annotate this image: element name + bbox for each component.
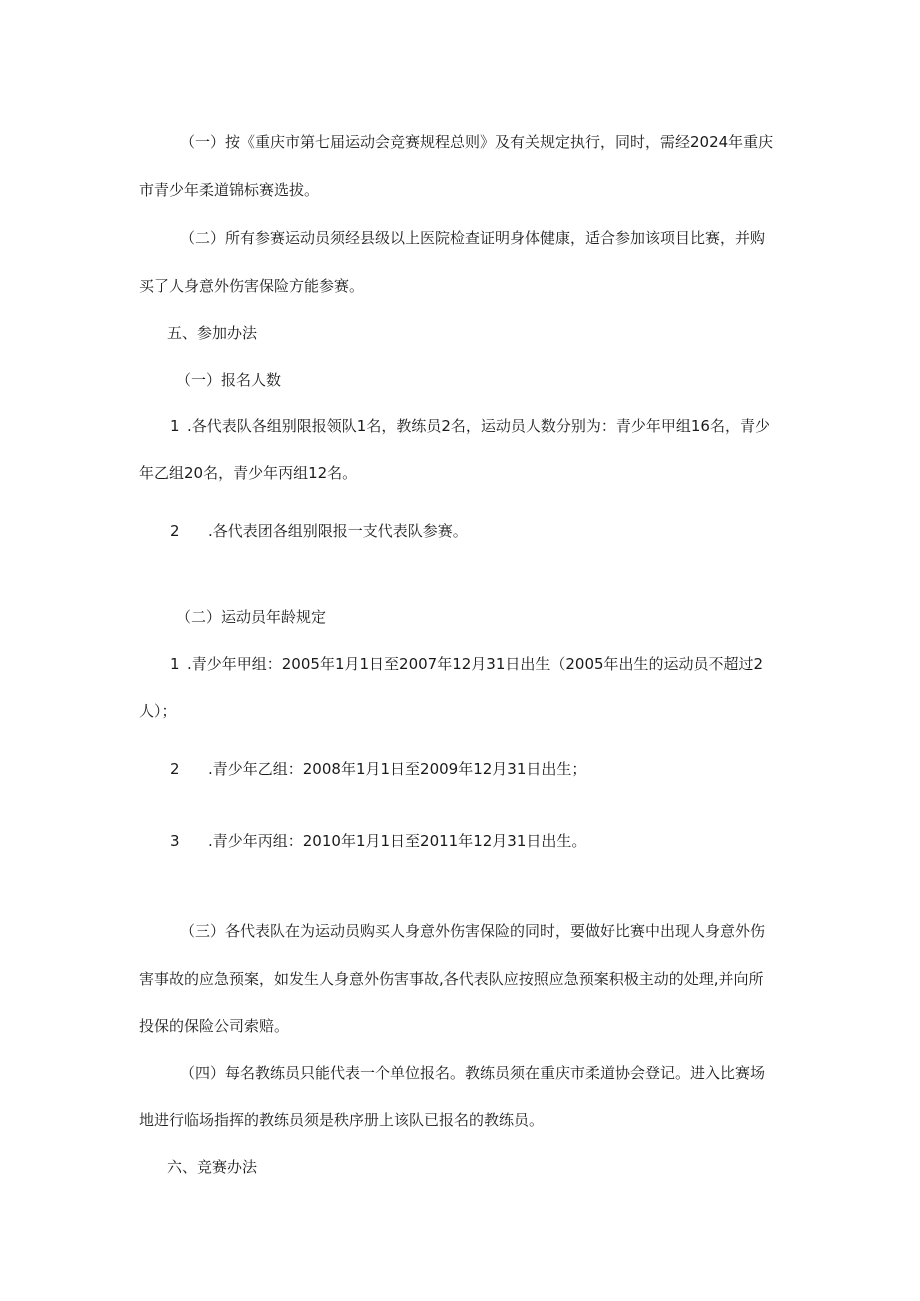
item-1-2-text: .各代表团各组别限报一支代表队参赛。 [208, 522, 468, 540]
para-4-line-2: 地进行临场指挥的教练员须是秩序册上该队已报名的教练员。 [139, 1111, 545, 1129]
item-1-1-line-2: 年乙组20名，青少年丙组12名。 [139, 464, 358, 482]
para-1-line-2: 市青少年柔道锦标赛选拔。 [139, 181, 320, 199]
section-5-heading: 五、参加办法 [167, 324, 258, 342]
item-2-2-number: 2 [170, 760, 180, 778]
item-2-3-text: .青少年丙组：2010年1月1日至2011年12月31日出生。 [208, 832, 587, 850]
section-6-heading: 六、竞赛办法 [167, 1158, 258, 1176]
para-3-line-1: （三）各代表队在为运动员购买人身意外伤害保险的同时，要做好比赛中出现人身意外伤 [180, 922, 766, 940]
item-2-1-line-2: 人）； [139, 702, 177, 720]
item-1-2-number: 2 [170, 522, 180, 540]
para-4-line-1: （四）每名教练员只能代表一个单位报名。教练员须在重庆市柔道协会登记。进入比赛场 [180, 1064, 766, 1082]
item-1-1-line-1: .各代表队各组别限报领队1名，教练员2名，运动员人数分别为：青少年甲组16名，青少 [187, 417, 770, 435]
para-3-line-2: 害事故的应急预案，如发生人身意外伤害事故,各代表队应按照应急预案积极主动的处理,并向所 [139, 970, 764, 988]
subsection-1-heading: （一）报名人数 [176, 371, 282, 389]
subsection-2-heading: （二）运动员年龄规定 [176, 608, 327, 626]
item-2-1-line-1: .青少年甲组：2005年1月1日至2007年12月31日出生（2005年出生的运动员不超过2 [187, 655, 764, 673]
item-2-1-number: 1 [170, 655, 180, 673]
para-2-line-2: 买了人身意外伤害保险方能参赛。 [139, 277, 365, 295]
para-2-line-1: （二）所有参赛运动员须经县级以上医院检查证明身体健康，适合参加该项目比赛，并购 [180, 229, 766, 247]
para-1-line-1: （一）按《重庆市第七届运动会竞赛规程总则》及有关规定执行，同时，需经2024年重庆 [180, 133, 774, 151]
item-2-3-number: 3 [170, 832, 180, 850]
item-2-2-text: .青少年乙组：2008年1月1日至2009年12月31日出生； [208, 760, 587, 778]
item-1-1-number: 1 [170, 417, 180, 435]
para-3-line-3: 投保的保险公司索赔。 [139, 1017, 290, 1035]
